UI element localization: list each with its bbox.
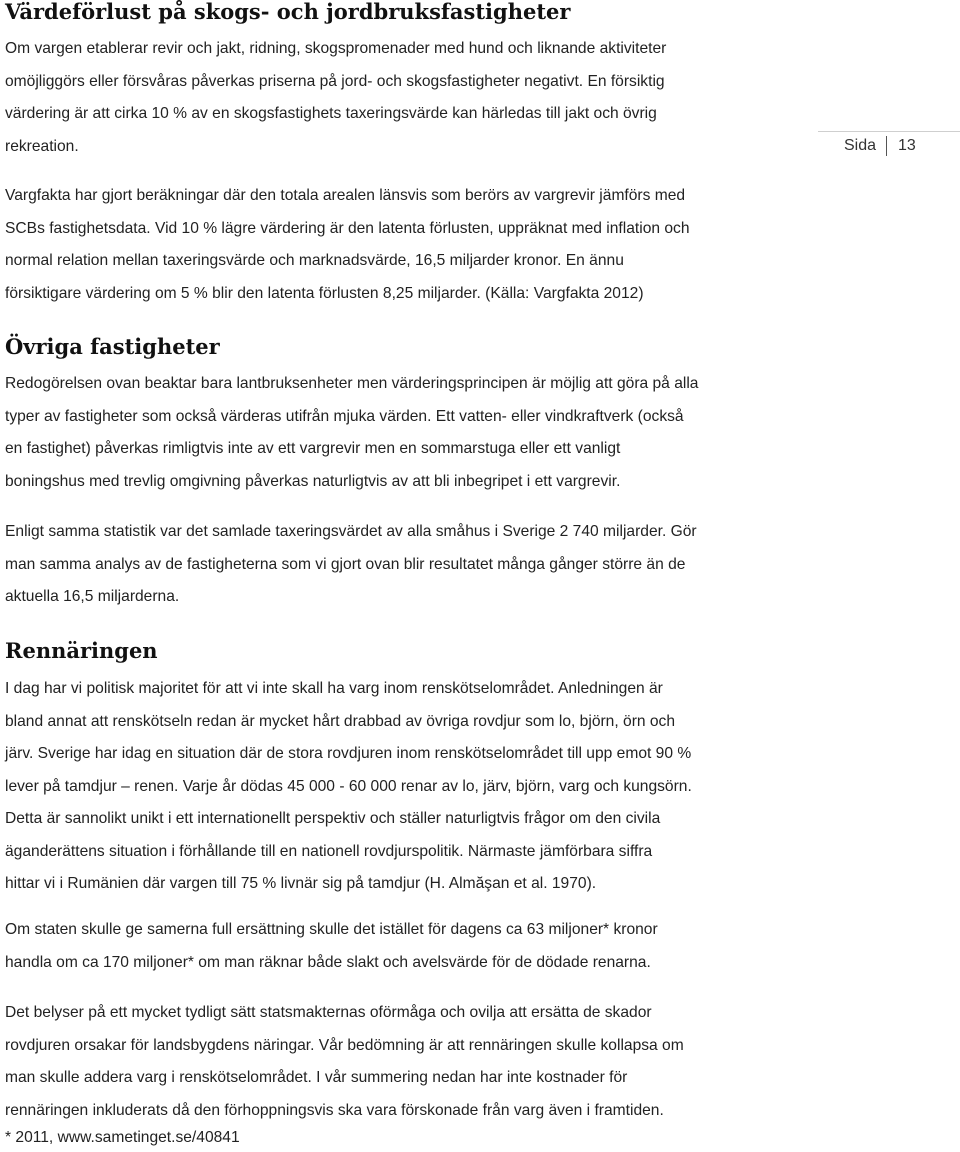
text-line: rovdjuren orsakar för landsbygdens näringar. Vår bedömning är att rennäringen skulle kollapsa om <box>5 1036 684 1054</box>
text-line: bland annat att renskötseln redan är mycket hårt drabbad av övriga rovdjur som lo, björn, örn och <box>5 712 676 730</box>
text-line: omöjliggörs eller försvåras påverkas priserna på jord- och skogsfastigheter negativt. En försiktig <box>5 72 665 90</box>
text-line: Vargfakta har gjort beräkningar där den totala arealen länsvis som berörs av vargrevir jämförs med <box>5 187 686 204</box>
text-line: Det belyser på ett mycket tydligt sätt statsmakternas oförmåga och ovilja att ersätta de skador <box>5 1004 652 1021</box>
text-line: äganderättens situation i förhållande till en nationell rovdjurspolitik. Närmaste jämförbara siffra <box>5 842 653 860</box>
text-line: värdering är att cirka 10 % av en skogsfastighets taxeringsvärde kan härledas till jakt och övrig <box>5 105 657 122</box>
text-line: boningshus med trevlig omgivning påverkas naturligtvis av att bli inbegripet i ett vargrevir. <box>5 472 621 490</box>
text-line: försiktigare värdering om 5 % blir den latenta förlusten 8,25 miljarder. (Källa: Vargfakta 2012) <box>5 284 644 302</box>
page-number-value: 13 <box>898 137 916 154</box>
text-line: aktuella 16,5 miljarderna. <box>5 588 180 605</box>
paragraph-2 <box>5 180 690 310</box>
paragraph-7 <box>5 997 684 1127</box>
text-line: handla om ca 170 miljoner* om man räknar både slakt och avelsvärde för de dödade renarna. <box>5 953 651 971</box>
section-heading-ovriga-fastigheter: Övriga fastigheter <box>5 334 220 359</box>
section-heading-rennaringen: Rennäringen <box>5 638 158 663</box>
page-number <box>818 131 960 162</box>
paragraph-4 <box>5 516 697 614</box>
text-line: Detta är sannolikt unikt i ett internationellt perspektiv och ställer naturligtvis frågor om den civila <box>5 810 661 827</box>
paragraph-3 <box>5 368 698 498</box>
text-line: Om staten skulle ge samerna full ersättning skulle det istället för dagens ca 63 miljoner* kronor <box>5 921 658 938</box>
text-line: man samma analys av de fastigheterna som vi gjort ovan blir resultatet många gånger större än de <box>5 555 686 573</box>
footnote: * 2011, www.sametinget.se/40841 <box>5 1129 240 1146</box>
text-line: Enligt samma statistik var det samlade taxeringsvärdet av alla småhus i Sverige 2 740 miljarder. Gör <box>5 523 697 540</box>
text-line: man skulle addera varg i renskötselområdet. I vår summering nedan har inte kostnader för <box>5 1069 628 1086</box>
text-line: rekreation. <box>5 137 79 155</box>
text-line: järv. Sverige har idag en situation där de stora rovdjuren inom renskötselområdet till upp emot 90 % <box>5 745 692 762</box>
text-line: lever på tamdjur – renen. Varje år dödas 45 000 - 60 000 renar av lo, järv, björn, varg och kungsörn. <box>5 777 692 795</box>
paragraph-6 <box>5 914 658 979</box>
text-line: Redogörelsen ovan beaktar bara lantbruksenheter men värderingsprincipen är möjlig att göra på alla <box>5 375 699 392</box>
text-line: normal relation mellan taxeringsvärde och marknadsvärde, 16,5 miljarder kronor. En ännu <box>5 252 624 269</box>
section-heading-vardeforlust: Värdeförlust på skogs- och jordbruksfastigheter <box>5 0 571 24</box>
text-line: rennäringen inkluderats då den förhoppningsvis ska vara förskonade från varg även i framtiden. <box>5 1101 664 1119</box>
paragraph-5 <box>5 673 692 901</box>
text-line: en fastighet) påverkas rimligtvis inte av ett vargrevir men en sommarstuga eller ett vanligt <box>5 440 621 457</box>
text-line: SCBs fastighetsdata. Vid 10 % lägre värdering är den latenta förlusten, uppräknat med inflation och <box>5 219 690 237</box>
text-line: hittar vi i Rumänien där vargen till 75 % livnär sig på tamdjur (H. Almăşan et al. 1970). <box>5 875 597 892</box>
page-number-label: Sida <box>844 136 887 156</box>
text-line: Om vargen etablerar revir och jakt, ridning, skogspromenader med hund och liknande aktiviteter <box>5 40 667 57</box>
text-line: I dag har vi politisk majoritet för att vi inte skall ha varg inom renskötselområdet. Anledningen är <box>5 680 663 697</box>
text-line: typer av fastigheter som också värderas utifrån mjuka värden. Ett vatten- eller vindkraftverk (också <box>5 407 684 425</box>
paragraph-1 <box>5 33 666 163</box>
